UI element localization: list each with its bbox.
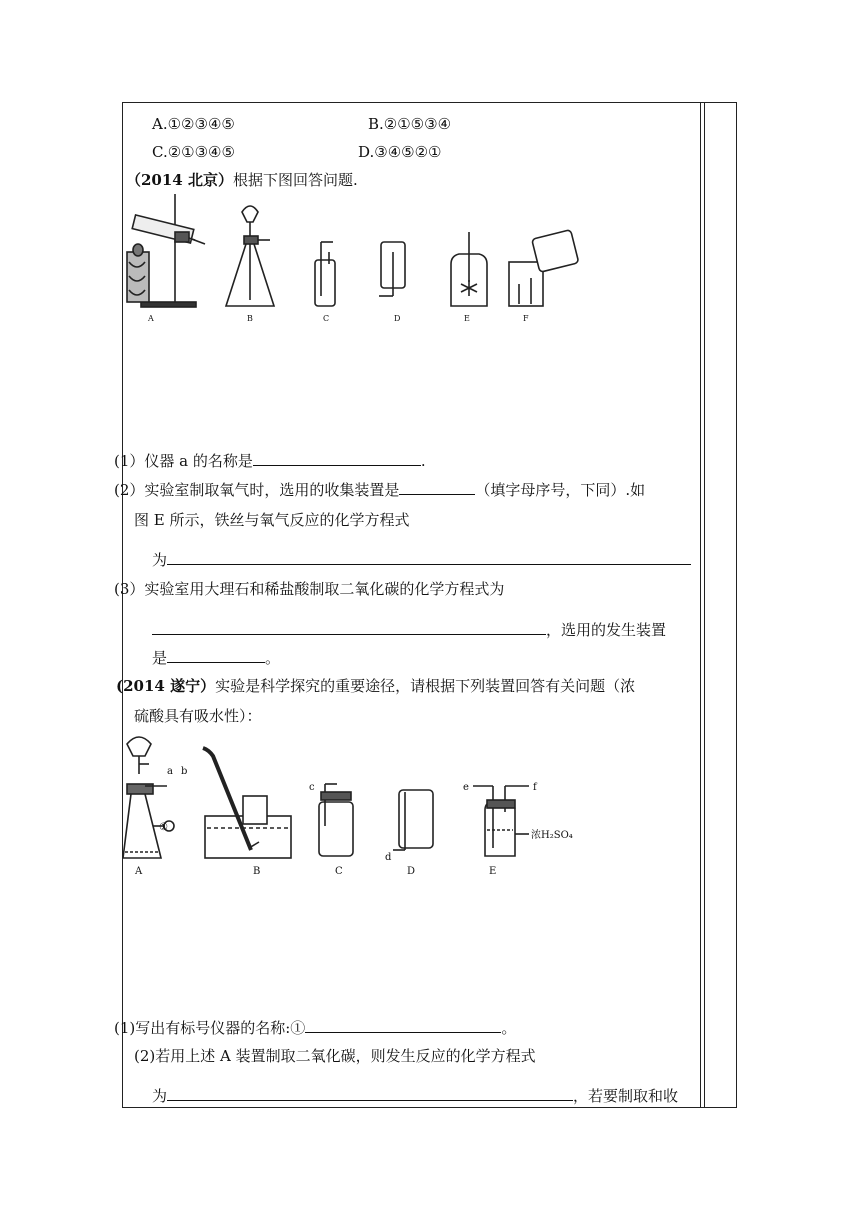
answer-blank[interactable]: [305, 1018, 501, 1033]
q1-p2-line2: 图 E 所示，铁丝与氧气反应的化学方程式: [134, 511, 410, 529]
q1-p1-suffix: .: [420, 452, 426, 470]
q1-p3-line2-suffix: ，选用的发生装置: [546, 621, 667, 639]
column-divider: [700, 103, 701, 1107]
q1-part1: [114, 451, 426, 471]
apparatus-b: [203, 748, 291, 858]
column-divider-inner: [704, 103, 705, 1107]
q2-p2-wei: 为: [152, 1087, 168, 1105]
q1-stem: [126, 170, 358, 190]
q2-p1-suffix: 。: [501, 1019, 517, 1037]
fig1-label-b: B: [247, 314, 253, 323]
fig2-label-e: E: [489, 866, 497, 877]
q1-part2: [114, 480, 645, 500]
q2-stem-line2: 硫酸具有吸水性）：: [134, 707, 262, 725]
answer-blank[interactable]: [152, 620, 546, 635]
option-c: C.②①③④⑤: [152, 143, 235, 161]
fig2-label-c: C: [335, 866, 343, 877]
q1-p2-wei: 为: [152, 551, 168, 569]
q2-source: (2014 遂宁）: [116, 677, 216, 695]
apparatus-a: [127, 194, 205, 307]
q1-p1-prefix: (1）仪器 a 的名称是: [114, 452, 253, 470]
q2-part2: (2)若用上述 A 装置制取二氧化碳，则发生反应的化学方程式: [134, 1047, 536, 1065]
apparatus-f: [509, 230, 579, 306]
apparatus-c: [319, 784, 353, 856]
q1-p3-line3-prefix: 是: [152, 649, 168, 667]
fig1-label-c: C: [323, 314, 330, 323]
fig1-label-d: D: [394, 314, 401, 323]
q2-p2-line2-suffix: ，若要制取和收: [573, 1087, 679, 1105]
q1-apparatus-figure: [123, 192, 583, 324]
q1-p2-line3: [152, 550, 691, 570]
q1-p2-prefix: (2）实验室制取氧气时，选用的收集装置是: [114, 481, 400, 499]
q2-p1-prefix: (1)写出有标号仪器的名称:①: [114, 1019, 306, 1037]
apparatus-e: [451, 232, 487, 306]
tube-label-e: e: [463, 782, 469, 793]
q2-part1: [114, 1018, 516, 1038]
q2-stem-text: 实验是科学探究的重要途径，请根据下列装置回答有关问题（浓: [215, 677, 636, 695]
tube-label-c: c: [309, 782, 315, 793]
q1-source: （2014 北京）: [126, 171, 233, 189]
apparatus-b: [226, 206, 274, 306]
fig1-label-e: E: [464, 314, 470, 323]
fig2-label-b: B: [253, 866, 261, 877]
q2-apparatus-figure: [123, 730, 593, 878]
apparatus-a: [123, 737, 174, 858]
q1-p3-line3-suffix: 。: [265, 649, 281, 667]
marker-1: ①: [159, 822, 168, 833]
q2-stem: [116, 676, 635, 696]
fig1-label-a: A: [148, 314, 154, 323]
apparatus-d: [393, 790, 433, 850]
q2-p2-line2: [152, 1086, 678, 1106]
apparatus-c: [315, 242, 335, 306]
answer-blank[interactable]: [167, 648, 265, 663]
apparatus-d: [379, 242, 405, 296]
fig1-label-f: F: [523, 314, 529, 323]
answer-blank[interactable]: [167, 1086, 573, 1101]
q1-p3-line1: (3）实验室用大理石和稀盐酸制取二氧化碳的化学方程式为: [114, 580, 505, 598]
tube-label-d: d: [385, 852, 392, 863]
option-d: D.③④⑤②①: [358, 143, 442, 161]
tube-label-f: f: [533, 782, 537, 793]
answer-blank[interactable]: [399, 480, 475, 495]
fig2-label-a: A: [135, 866, 143, 877]
tube-label-b: b: [181, 766, 188, 777]
apparatus-e: [473, 786, 529, 856]
acid-label: 浓H₂SO₄: [531, 830, 573, 841]
q1-stem-text: 根据下图回答问题.: [232, 171, 358, 189]
option-b: B.②①⑤③④: [368, 115, 452, 133]
answer-blank[interactable]: [253, 451, 421, 466]
q1-p3-line3: [152, 648, 280, 668]
fig2-label-d: D: [407, 866, 416, 877]
q1-p3-line2: [152, 620, 666, 640]
tube-label-a: a: [167, 766, 173, 777]
q1-p2-suffix: （填字母序号，下同）.如: [475, 481, 646, 499]
answer-blank[interactable]: [167, 550, 691, 565]
option-a: A.①②③④⑤: [152, 115, 235, 133]
